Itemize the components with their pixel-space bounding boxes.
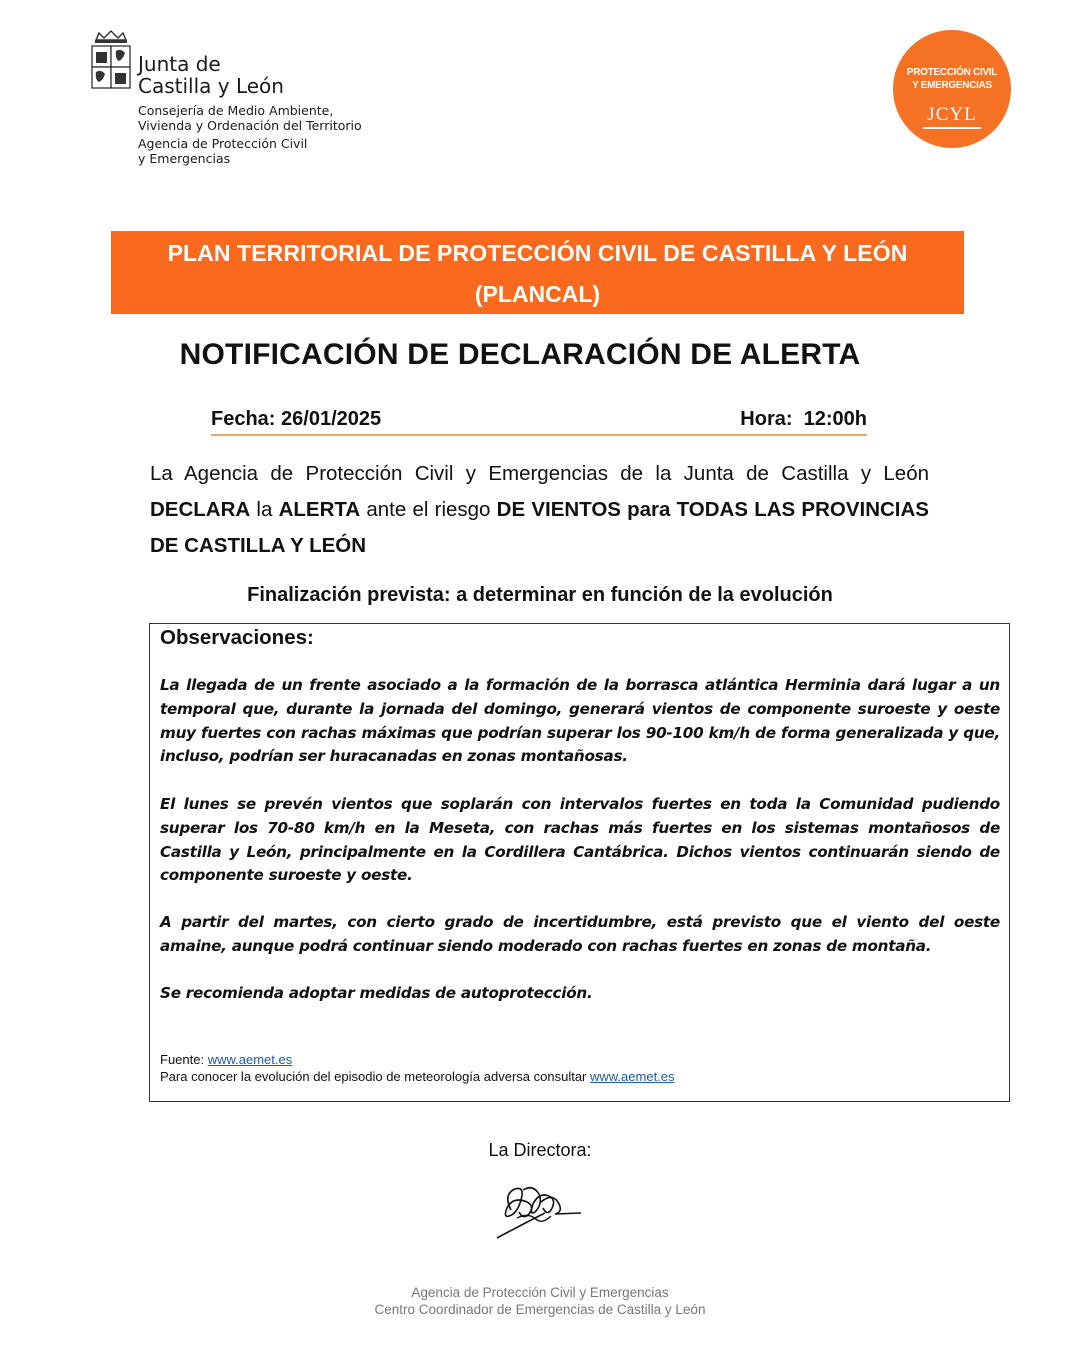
intro-alerta: ALERTA [278, 498, 361, 521]
badge-line2: Y EMERGENCIAS [912, 80, 992, 91]
intro-risk: DE VIENTOS para TODAS LAS PROVINCIAS DE CASTILLA Y LEÓN [150, 498, 929, 557]
observation-paragraph-1: La llegada de un frente asociado a la formación de la borrasca atlántica Herminia dará lugar a un temporal que, durante la jornada del domingo, generará vientos de componente suroeste y oeste muy fuertes con rachas máximas que podrían superar los 90-100 km/h de forma generalizada y que, incluso, podrían ser huracanadas en zonas montañosas. [160, 676, 1000, 766]
evolution-link[interactable]: www.aemet.es [589, 1069, 675, 1084]
banner-line2: (PLANCAL) [474, 281, 601, 307]
coat-of-arms-icon [90, 30, 132, 98]
observation-paragraph-3: A partir del martes, con cierto grado de incertidumbre, está previsto que el viento del oeste amaine, aunque podrá continuar siendo moderado con rachas fuertes en zonas de montaña. [160, 913, 1000, 955]
intro-declara: DECLARA [150, 498, 251, 521]
evolution-text: Para conocer la evolución del episodio de meteorología adversa consultar [160, 1069, 590, 1084]
department-line2: Vivienda y Ordenación del Territorio [138, 118, 362, 133]
civil-protection-badge-icon [893, 30, 1011, 148]
intro-text-part1: La Agencia de Protección Civil y Emergencias de la Junta de Castilla y León [150, 462, 929, 485]
organization-name-line1: Junta de [138, 52, 221, 76]
time-label: Hora: 12:00h [740, 408, 867, 430]
observation-paragraph-4: Se recomienda adoptar medidas de autoprotección. [160, 984, 593, 1002]
agency-name [138, 136, 307, 166]
source-line [160, 1052, 292, 1068]
document-title: NOTIFICACIÓN DE DECLARACIÓN DE ALERTA [179, 338, 861, 371]
organization-name [138, 53, 284, 97]
banner-line1: PLAN TERRITORIAL DE PROTECCIÓN CIVIL DE CASTILLA Y LEÓN [167, 240, 908, 266]
plan-banner [111, 231, 964, 314]
observations-box [149, 623, 1010, 1102]
observation-paragraph-2: El lunes se prevén vientos que soplarán con intervalos fuertes en toda la Comunidad pudiendo superar los 70-80 km/h en la Meseta, con rachas más fuertes en los sistemas montañosos de Castilla y León, principalmente en la Cordillera Cantábrica. Dichos vientos continuarán siendo de componente suroeste y oeste. [160, 795, 1000, 885]
date-label: Fecha: 26/01/2025 [211, 408, 382, 430]
department-name [138, 103, 362, 133]
agency-line1: Agencia de Protección Civil [138, 136, 308, 151]
source-label: Fuente: [160, 1052, 208, 1067]
intro-text-part2: la [250, 498, 279, 521]
department-line1: Consejería de Medio Ambiente, [138, 103, 334, 118]
signature-icon [493, 1180, 585, 1242]
badge-line1: PROTECCIÓN CIVIL [906, 67, 998, 78]
agency-line2: y Emergencias [138, 151, 231, 166]
date-time-row [211, 408, 867, 436]
director-label: La Directora: [488, 1140, 592, 1160]
footer-line1: Agencia de Protección Civil y Emergencias [411, 1285, 669, 1300]
intro-text-part3: ante el riesgo [360, 498, 497, 521]
badge-line3: JCYL [927, 104, 977, 125]
expected-end-note: Finalización prevista: a determinar en función de la evolución [247, 584, 833, 606]
observations-title: Observaciones: [160, 626, 314, 649]
organization-name-line2: Castilla y León [138, 74, 284, 98]
evolution-line [160, 1069, 675, 1085]
declaration-paragraph [150, 456, 929, 564]
badge-rule [923, 127, 981, 129]
footer-line2: Centro Coordinador de Emergencias de Castilla y León [374, 1302, 706, 1317]
source-link[interactable]: www.aemet.es [207, 1052, 293, 1067]
